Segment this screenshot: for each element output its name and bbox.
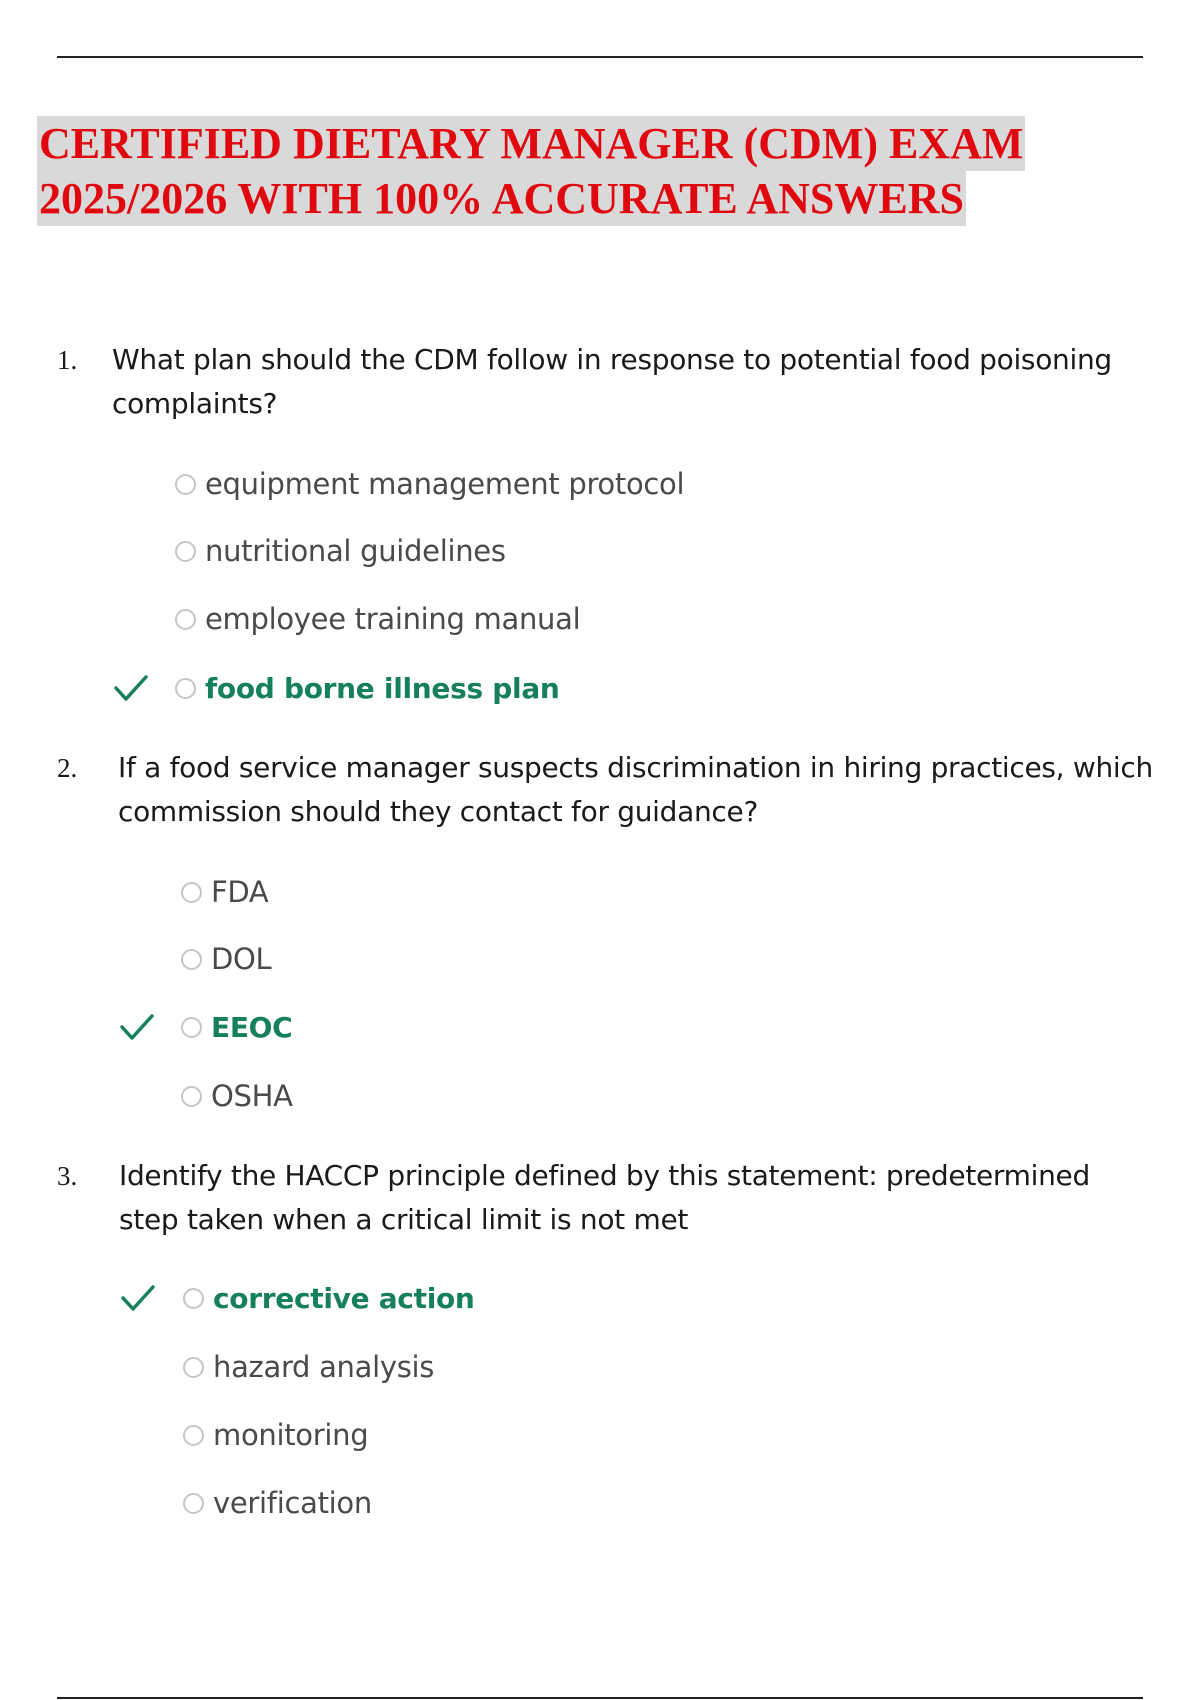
radio-button[interactable]: [183, 1357, 204, 1378]
answer-option[interactable]: [183, 1345, 434, 1389]
question-text-line-1: If a food service manager suspects discrimination in hiring practices, which: [118, 751, 1153, 784]
question-text-line-2: complaints?: [112, 387, 278, 420]
answer-option[interactable]: [175, 529, 506, 573]
option-label-correct: food borne illness plan: [205, 671, 560, 705]
title-line-2: 2025/2026 WITH 100% ACCURATE ANSWERS: [37, 171, 966, 226]
answer-option[interactable]: [183, 1413, 368, 1457]
question-text-line-1: What plan should the CDM follow in response to potential food poisoning: [112, 343, 1112, 376]
option-label: monitoring: [213, 1418, 369, 1452]
radio-button[interactable]: [181, 1017, 202, 1038]
checkmark-icon: [120, 1283, 156, 1313]
answer-option-correct[interactable]: [175, 666, 560, 710]
option-label: FDA: [211, 875, 269, 909]
option-label-correct: EEOC: [211, 1010, 293, 1044]
question-text-line-1: Identify the HACCP principle defined by this statement: predetermined: [119, 1159, 1090, 1192]
checkmark-icon: [119, 1012, 155, 1042]
option-label: DOL: [211, 942, 272, 976]
radio-button[interactable]: [181, 949, 202, 970]
radio-button[interactable]: [183, 1425, 204, 1446]
option-label: hazard analysis: [213, 1350, 435, 1384]
question-number: 2.: [57, 753, 78, 783]
bottom-divider: [57, 1697, 1143, 1699]
answer-option-correct[interactable]: [181, 1005, 292, 1049]
radio-button[interactable]: [181, 1086, 202, 1107]
option-label: verification: [213, 1486, 372, 1520]
answer-option[interactable]: [175, 462, 684, 506]
question-text-line-2: commission should they contact for guidance?: [118, 795, 759, 828]
radio-button[interactable]: [183, 1288, 204, 1309]
option-label-correct: corrective action: [213, 1281, 475, 1315]
checkmark-icon: [113, 673, 149, 703]
question-number: 1.: [57, 345, 78, 375]
answer-option[interactable]: [181, 1074, 293, 1118]
top-divider: [57, 56, 1143, 58]
answer-option-correct[interactable]: [183, 1276, 475, 1320]
document-title: [37, 116, 1025, 226]
answer-option[interactable]: [181, 937, 271, 981]
answer-option[interactable]: [181, 870, 268, 914]
option-label: employee training manual: [205, 602, 581, 636]
answer-option[interactable]: [183, 1481, 372, 1525]
radio-button[interactable]: [175, 609, 196, 630]
radio-button[interactable]: [175, 541, 196, 562]
question-number: 3.: [57, 1161, 78, 1191]
radio-button[interactable]: [175, 474, 196, 495]
option-label: equipment management protocol: [205, 467, 685, 501]
title-line-1: CERTIFIED DIETARY MANAGER (CDM) EXAM: [37, 116, 1025, 171]
radio-button[interactable]: [175, 678, 196, 699]
answer-option[interactable]: [175, 597, 580, 641]
question-text-line-2: step taken when a critical limit is not met: [119, 1203, 689, 1236]
radio-button[interactable]: [183, 1493, 204, 1514]
radio-button[interactable]: [181, 882, 202, 903]
option-label: OSHA: [211, 1079, 293, 1113]
option-label: nutritional guidelines: [205, 534, 506, 568]
